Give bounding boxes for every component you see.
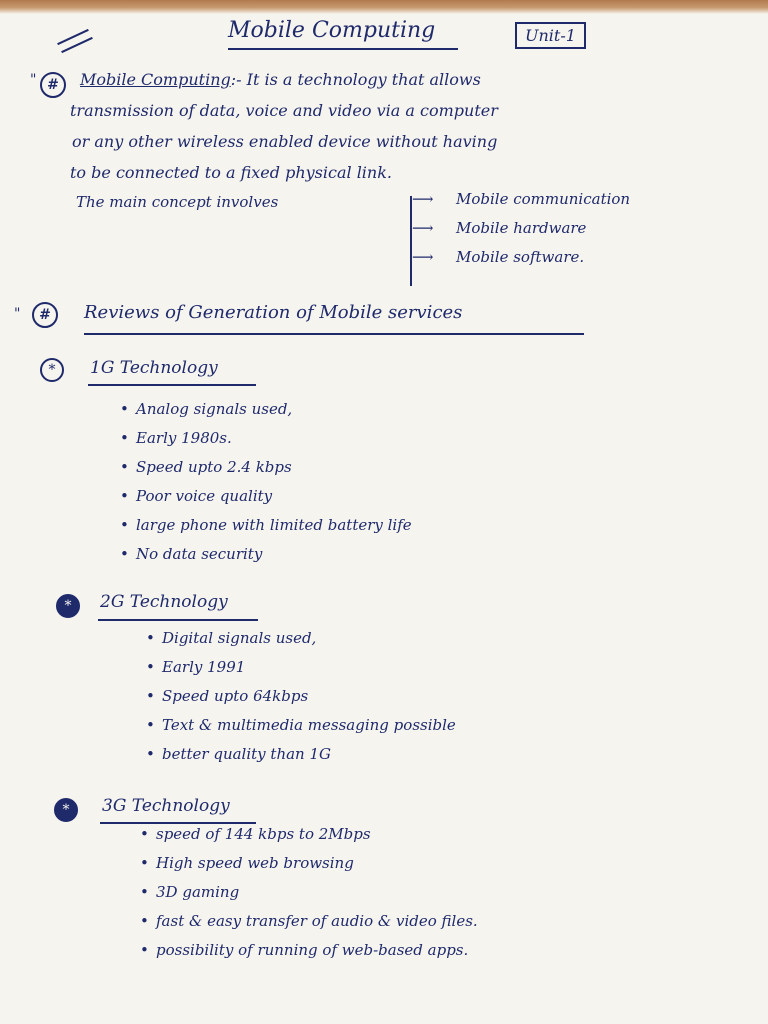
section-heading-underline: [84, 333, 584, 335]
list-item: • better quality than 1G: [146, 740, 456, 769]
list-item: • Analog signals used,: [120, 395, 412, 424]
list-item: • 3D gaming: [140, 878, 478, 907]
list-item: • High speed web browsing: [140, 849, 478, 878]
tech-title-3g: 3G Technology: [102, 796, 230, 816]
margin-quote-mark: ": [14, 306, 21, 322]
arrow-right-icon: ⟶: [412, 219, 434, 237]
definition-line-2: transmission of data, voice and video via a computer: [70, 101, 498, 120]
list-item: • speed of 144 kbps to 2Mbps: [140, 820, 478, 849]
list-item: • Poor voice quality: [120, 482, 412, 511]
asterisk-circle-icon: *: [56, 594, 80, 618]
title-underline: [228, 48, 458, 50]
asterisk-circle-icon: *: [40, 358, 64, 382]
list-item: • possibility of running of web-based apps.: [140, 936, 478, 965]
concept-item-hardware: [412, 219, 586, 237]
list-item: • Text & multimedia messaging possible: [146, 711, 456, 740]
concept-item-communication: [412, 190, 630, 208]
definition-paragraph: [80, 64, 740, 95]
list-item: • fast & easy transfer of audio & video files.: [140, 907, 478, 936]
list-item: • Speed upto 2.4 kbps: [120, 453, 412, 482]
margin-quote-mark: ": [30, 72, 37, 88]
section-heading: Reviews of Generation of Mobile services: [84, 302, 463, 323]
hash-circle-icon: #: [40, 72, 66, 98]
list-item: • Early 1991: [146, 653, 456, 682]
list-item: • Early 1980s.: [120, 424, 412, 453]
page-title: Mobile Computing: [228, 18, 436, 43]
bullet-list-2g: [146, 624, 456, 769]
list-item: • Speed upto 64kbps: [146, 682, 456, 711]
concept-label: The main concept involves: [76, 193, 279, 211]
concept-bracket-line: [410, 196, 412, 286]
definition-line-3: or any other wireless enabled device without having: [72, 132, 498, 151]
tech-title-underline: [98, 619, 258, 621]
definition-line-4: to be connected to a fixed physical link.: [70, 163, 393, 182]
bullet-list-3g: [140, 820, 478, 965]
asterisk-circle-icon: *: [54, 798, 78, 822]
concept-text: Mobile communication: [456, 190, 631, 208]
tech-title-1g: 1G Technology: [90, 358, 218, 378]
paper-top-edge: [0, 0, 768, 14]
concept-text: Mobile hardware: [456, 219, 587, 237]
concept-item-software: [412, 248, 584, 266]
list-item: • No data security: [120, 540, 412, 569]
definition-text-1: :- It is a technology that allows: [230, 70, 481, 89]
unit-label-box: Unit-1: [515, 22, 586, 49]
concept-text: Mobile software.: [456, 248, 585, 266]
tech-title-underline: [88, 384, 256, 386]
definition-line-1: [80, 64, 740, 95]
list-item: • Digital signals used,: [146, 624, 456, 653]
bullet-list-1g: [120, 395, 412, 569]
definition-term: Mobile Computing: [80, 70, 231, 89]
tech-title-2g: 2G Technology: [100, 592, 228, 612]
arrow-right-icon: ⟶: [412, 248, 434, 266]
arrow-right-icon: ⟶: [412, 190, 434, 208]
hash-circle-icon: #: [32, 302, 58, 328]
list-item: • large phone with limited battery life: [120, 511, 412, 540]
